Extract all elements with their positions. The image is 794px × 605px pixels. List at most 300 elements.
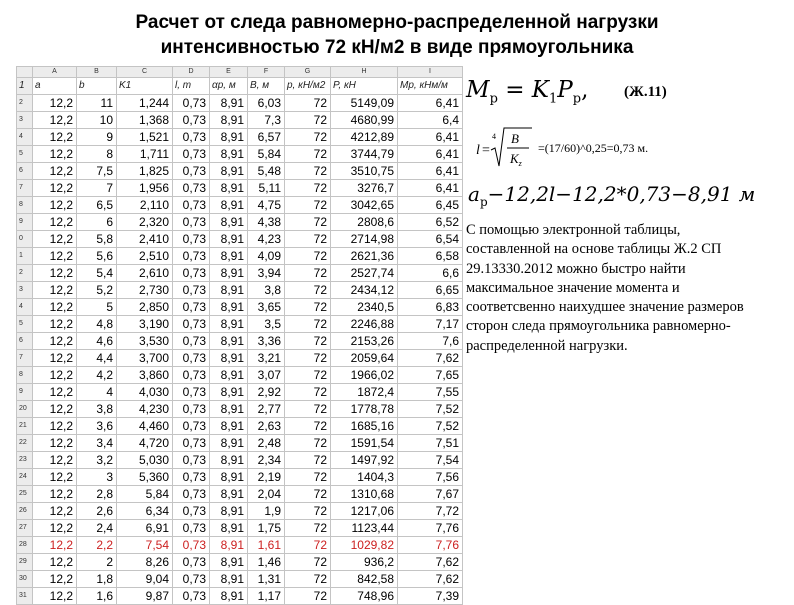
table-cell[interactable]: 0,73 [173,418,210,435]
table-cell[interactable]: 8,91 [210,435,248,452]
table-cell[interactable]: 72 [285,248,331,265]
table-cell[interactable]: 2,2 [77,537,117,554]
column-header[interactable]: P, кН [331,78,398,95]
table-cell[interactable]: 2,4 [77,520,117,537]
table-cell[interactable]: 10 [77,112,117,129]
table-cell[interactable]: 12,2 [33,180,77,197]
row-number[interactable]: 1 [17,248,33,265]
table-cell[interactable]: 5 [77,299,117,316]
table-cell[interactable]: 2,320 [117,214,173,231]
table-cell[interactable]: 6,91 [117,520,173,537]
table-cell[interactable]: 5,030 [117,452,173,469]
table-cell[interactable]: 72 [285,571,331,588]
table-cell[interactable]: 2434,12 [331,282,398,299]
table-cell[interactable]: 4 [77,384,117,401]
table-cell[interactable]: 12,2 [33,333,77,350]
table-cell[interactable]: 7,54 [398,452,463,469]
table-cell[interactable]: 0,73 [173,180,210,197]
table-cell[interactable]: 7,51 [398,435,463,452]
table-cell[interactable]: 2,8 [77,486,117,503]
table-cell[interactable]: 72 [285,180,331,197]
table-cell[interactable]: 0,73 [173,163,210,180]
table-cell[interactable]: 6,57 [248,129,285,146]
table-cell[interactable]: 7,6 [398,333,463,350]
table-cell[interactable]: 0,73 [173,537,210,554]
table-cell[interactable]: 4,230 [117,401,173,418]
table-cell[interactable]: 6,4 [398,112,463,129]
table-cell[interactable]: 8,91 [210,180,248,197]
table-cell[interactable]: 2153,26 [331,333,398,350]
table-cell[interactable]: 2,92 [248,384,285,401]
column-header[interactable]: B, м [248,78,285,95]
table-cell[interactable]: 7,52 [398,418,463,435]
table-cell[interactable]: 8,91 [210,350,248,367]
table-cell[interactable]: 3,4 [77,435,117,452]
table-cell[interactable]: 1,31 [248,571,285,588]
table-cell[interactable]: 0,73 [173,571,210,588]
table-cell[interactable]: 2,48 [248,435,285,452]
table-cell[interactable]: 6,65 [398,282,463,299]
table-cell[interactable]: 1,368 [117,112,173,129]
table-cell[interactable]: 4212,89 [331,129,398,146]
row-number[interactable]: 7 [17,350,33,367]
table-cell[interactable]: 4,2 [77,367,117,384]
table-cell[interactable]: 4,4 [77,350,117,367]
table-cell[interactable]: 4680,99 [331,112,398,129]
table-cell[interactable]: 12,2 [33,486,77,503]
table-cell[interactable]: 12,2 [33,129,77,146]
table-cell[interactable]: 1778,78 [331,401,398,418]
table-cell[interactable]: 3,5 [248,316,285,333]
table-cell[interactable]: 8,91 [210,367,248,384]
table-cell[interactable]: 2,730 [117,282,173,299]
table-cell[interactable]: 2,110 [117,197,173,214]
table-cell[interactable]: 4,75 [248,197,285,214]
table-cell[interactable]: 72 [285,112,331,129]
table-cell[interactable]: 2,850 [117,299,173,316]
table-cell[interactable]: 7,55 [398,384,463,401]
table-cell[interactable]: 1685,16 [331,418,398,435]
table-cell[interactable]: 1,9 [248,503,285,520]
table-cell[interactable]: 2,510 [117,248,173,265]
table-cell[interactable]: 5,84 [117,486,173,503]
table-cell[interactable]: 0,73 [173,248,210,265]
table-cell[interactable]: 72 [285,282,331,299]
table-cell[interactable]: 3 [77,469,117,486]
table-cell[interactable]: 8,91 [210,197,248,214]
table-cell[interactable]: 3,6 [77,418,117,435]
column-header[interactable]: l, m [173,78,210,95]
table-cell[interactable]: 4,460 [117,418,173,435]
table-cell[interactable]: 8,91 [210,214,248,231]
table-cell[interactable]: 0,73 [173,129,210,146]
corner-cell[interactable] [17,67,33,78]
table-cell[interactable]: 7,39 [398,588,463,605]
table-cell[interactable]: 0,73 [173,197,210,214]
table-cell[interactable]: 8 [77,146,117,163]
column-letter-header[interactable]: E [210,67,248,78]
table-cell[interactable]: 12,2 [33,588,77,605]
table-cell[interactable]: 4,6 [77,333,117,350]
table-cell[interactable]: 3,190 [117,316,173,333]
table-cell[interactable]: 3,07 [248,367,285,384]
table-cell[interactable]: 6 [77,214,117,231]
table-cell[interactable]: 936,2 [331,554,398,571]
table-cell[interactable]: 3,8 [248,282,285,299]
table-cell[interactable]: 3744,79 [331,146,398,163]
table-cell[interactable]: 12,2 [33,248,77,265]
table-cell[interactable]: 72 [285,554,331,571]
table-cell[interactable]: 72 [285,367,331,384]
table-cell[interactable]: 8,91 [210,163,248,180]
table-cell[interactable]: 12,2 [33,435,77,452]
table-cell[interactable]: 7,67 [398,486,463,503]
table-cell[interactable]: 12,2 [33,367,77,384]
table-cell[interactable]: 7,54 [117,537,173,554]
table-cell[interactable]: 0,73 [173,282,210,299]
table-cell[interactable]: 3,700 [117,350,173,367]
table-cell[interactable]: 1,825 [117,163,173,180]
column-letter-header[interactable]: F [248,67,285,78]
table-cell[interactable]: 72 [285,418,331,435]
table-cell[interactable]: 72 [285,486,331,503]
table-cell[interactable]: 2 [77,554,117,571]
table-cell[interactable]: 12,2 [33,95,77,112]
table-cell[interactable]: 8,91 [210,384,248,401]
table-cell[interactable]: 1029,82 [331,537,398,554]
table-cell[interactable]: 6,54 [398,231,463,248]
row-number[interactable]: 24 [17,469,33,486]
table-cell[interactable]: 1966,02 [331,367,398,384]
table-cell[interactable]: 3042,65 [331,197,398,214]
table-cell[interactable]: 4,8 [77,316,117,333]
table-cell[interactable]: 4,23 [248,231,285,248]
table-cell[interactable]: 0,73 [173,554,210,571]
table-cell[interactable]: 6,03 [248,95,285,112]
table-cell[interactable]: 9,04 [117,571,173,588]
table-cell[interactable]: 2,6 [77,503,117,520]
table-cell[interactable]: 11 [77,95,117,112]
table-cell[interactable]: 2,410 [117,231,173,248]
row-number[interactable]: 29 [17,554,33,571]
table-cell[interactable]: 72 [285,129,331,146]
table-cell[interactable]: 2,19 [248,469,285,486]
table-cell[interactable]: 9,87 [117,588,173,605]
row-number[interactable]: 5 [17,316,33,333]
table-cell[interactable]: 7 [77,180,117,197]
row-number[interactable]: 22 [17,435,33,452]
row-number[interactable]: 28 [17,537,33,554]
table-cell[interactable]: 72 [285,520,331,537]
table-cell[interactable]: 8,91 [210,452,248,469]
table-cell[interactable]: 6,5 [77,197,117,214]
table-cell[interactable]: 12,2 [33,163,77,180]
table-cell[interactable]: 12,2 [33,452,77,469]
table-cell[interactable]: 6,41 [398,95,463,112]
table-cell[interactable]: 72 [285,197,331,214]
table-cell[interactable]: 8,91 [210,588,248,605]
table-cell[interactable]: 7,62 [398,350,463,367]
row-number[interactable]: 8 [17,367,33,384]
table-cell[interactable]: 8,91 [210,418,248,435]
table-cell[interactable]: 8,91 [210,520,248,537]
table-cell[interactable]: 12,2 [33,197,77,214]
table-cell[interactable]: 12,2 [33,554,77,571]
table-cell[interactable]: 0,73 [173,486,210,503]
table-cell[interactable]: 4,38 [248,214,285,231]
table-cell[interactable]: 72 [285,316,331,333]
table-cell[interactable]: 0,73 [173,146,210,163]
table-cell[interactable]: 6,41 [398,163,463,180]
table-cell[interactable]: 0,73 [173,265,210,282]
table-cell[interactable]: 72 [285,537,331,554]
table-cell[interactable]: 5149,09 [331,95,398,112]
table-cell[interactable]: 4,720 [117,435,173,452]
table-cell[interactable]: 3,36 [248,333,285,350]
column-letter-header[interactable]: A [33,67,77,78]
table-cell[interactable]: 7,76 [398,537,463,554]
table-cell[interactable]: 5,11 [248,180,285,197]
table-cell[interactable]: 12,2 [33,112,77,129]
table-cell[interactable]: 5,2 [77,282,117,299]
table-cell[interactable]: 3510,75 [331,163,398,180]
column-header[interactable]: a [33,78,77,95]
table-cell[interactable]: 72 [285,95,331,112]
table-cell[interactable]: 7,76 [398,520,463,537]
table-cell[interactable]: 0,73 [173,503,210,520]
table-cell[interactable]: 1497,92 [331,452,398,469]
table-cell[interactable]: 72 [285,350,331,367]
table-cell[interactable]: 1,61 [248,537,285,554]
table-cell[interactable]: 5,48 [248,163,285,180]
table-cell[interactable]: 2246,88 [331,316,398,333]
row-number[interactable]: 20 [17,401,33,418]
table-cell[interactable]: 2,77 [248,401,285,418]
table-cell[interactable]: 8,91 [210,537,248,554]
table-cell[interactable]: 0,73 [173,435,210,452]
row-number[interactable]: 3 [17,282,33,299]
row-number[interactable]: 6 [17,163,33,180]
table-cell[interactable]: 8,91 [210,503,248,520]
table-cell[interactable]: 4,09 [248,248,285,265]
column-letter-header[interactable]: H [331,67,398,78]
table-cell[interactable]: 12,2 [33,299,77,316]
table-cell[interactable]: 4,030 [117,384,173,401]
table-cell[interactable]: 72 [285,401,331,418]
column-header[interactable]: b [77,78,117,95]
table-cell[interactable]: 0,73 [173,112,210,129]
table-cell[interactable]: 6,41 [398,146,463,163]
table-cell[interactable]: 8,91 [210,129,248,146]
table-cell[interactable]: 1123,44 [331,520,398,537]
row-number[interactable]: 8 [17,197,33,214]
column-header[interactable]: K1 [117,78,173,95]
row-number[interactable]: 30 [17,571,33,588]
row-number[interactable]: 31 [17,588,33,605]
table-cell[interactable]: 2621,36 [331,248,398,265]
table-cell[interactable]: 8,91 [210,112,248,129]
table-cell[interactable]: 1310,68 [331,486,398,503]
row-number[interactable]: 23 [17,452,33,469]
table-cell[interactable]: 8,91 [210,299,248,316]
table-cell[interactable]: 7,56 [398,469,463,486]
table-cell[interactable]: 5,8 [77,231,117,248]
table-cell[interactable]: 2340,5 [331,299,398,316]
column-header[interactable]: p, кН/м2 [285,78,331,95]
table-cell[interactable]: 72 [285,452,331,469]
table-cell[interactable]: 72 [285,231,331,248]
table-cell[interactable]: 6,6 [398,265,463,282]
table-cell[interactable]: 12,2 [33,418,77,435]
table-cell[interactable]: 8,91 [210,95,248,112]
table-cell[interactable]: 1,75 [248,520,285,537]
table-cell[interactable]: 0,73 [173,588,210,605]
table-cell[interactable]: 2527,74 [331,265,398,282]
table-cell[interactable]: 6,45 [398,197,463,214]
table-cell[interactable]: 8,91 [210,231,248,248]
table-cell[interactable]: 8,91 [210,554,248,571]
table-cell[interactable]: 12,2 [33,282,77,299]
table-cell[interactable]: 72 [285,503,331,520]
table-cell[interactable]: 8,91 [210,571,248,588]
table-cell[interactable]: 8,91 [210,316,248,333]
table-cell[interactable]: 72 [285,588,331,605]
table-cell[interactable]: 72 [285,146,331,163]
table-cell[interactable]: 12,2 [33,265,77,282]
table-cell[interactable]: 5,4 [77,265,117,282]
table-cell[interactable]: 0,73 [173,367,210,384]
table-cell[interactable]: 1,6 [77,588,117,605]
table-cell[interactable]: 72 [285,163,331,180]
table-cell[interactable]: 8,91 [210,265,248,282]
row-number[interactable]: 7 [17,180,33,197]
row-number[interactable]: 4 [17,299,33,316]
row-number[interactable]: 26 [17,503,33,520]
row-number[interactable]: 0 [17,231,33,248]
table-cell[interactable]: 3,21 [248,350,285,367]
table-cell[interactable]: 72 [285,333,331,350]
table-cell[interactable]: 1,521 [117,129,173,146]
table-cell[interactable]: 1217,06 [331,503,398,520]
column-header[interactable]: Mp, кНм/м [398,78,463,95]
table-cell[interactable]: 2,610 [117,265,173,282]
row-number[interactable]: 21 [17,418,33,435]
table-cell[interactable]: 3,94 [248,265,285,282]
table-cell[interactable]: 9 [77,129,117,146]
table-cell[interactable]: 12,2 [33,384,77,401]
table-cell[interactable]: 0,73 [173,350,210,367]
table-cell[interactable]: 3,2 [77,452,117,469]
row-number[interactable]: 9 [17,214,33,231]
table-cell[interactable]: 12,2 [33,571,77,588]
table-cell[interactable]: 8,91 [210,401,248,418]
table-cell[interactable]: 3,530 [117,333,173,350]
table-cell[interactable]: 1,956 [117,180,173,197]
row-number[interactable]: 2 [17,265,33,282]
table-cell[interactable]: 72 [285,384,331,401]
table-cell[interactable]: 0,73 [173,95,210,112]
table-cell[interactable]: 5,6 [77,248,117,265]
row-number[interactable]: 1 [17,78,33,95]
table-cell[interactable]: 6,41 [398,180,463,197]
table-cell[interactable]: 7,62 [398,554,463,571]
row-number[interactable]: 3 [17,112,33,129]
table-cell[interactable]: 3,65 [248,299,285,316]
table-cell[interactable]: 2714,98 [331,231,398,248]
table-cell[interactable]: 1404,3 [331,469,398,486]
table-cell[interactable]: 12,2 [33,401,77,418]
table-cell[interactable]: 748,96 [331,588,398,605]
column-letter-header[interactable]: D [173,67,210,78]
table-cell[interactable]: 7,3 [248,112,285,129]
table-cell[interactable]: 0,73 [173,231,210,248]
column-letter-header[interactable]: B [77,67,117,78]
table-cell[interactable]: 0,73 [173,299,210,316]
table-cell[interactable]: 12,2 [33,231,77,248]
table-cell[interactable]: 1,17 [248,588,285,605]
table-cell[interactable]: 6,83 [398,299,463,316]
column-letter-header[interactable]: C [117,67,173,78]
table-cell[interactable]: 6,34 [117,503,173,520]
table-cell[interactable]: 2,34 [248,452,285,469]
table-cell[interactable]: 6,52 [398,214,463,231]
table-cell[interactable]: 72 [285,435,331,452]
table-cell[interactable]: 0,73 [173,401,210,418]
table-cell[interactable]: 7,5 [77,163,117,180]
row-number[interactable]: 4 [17,129,33,146]
table-cell[interactable]: 12,2 [33,469,77,486]
column-header[interactable]: αp, м [210,78,248,95]
row-number[interactable]: 6 [17,333,33,350]
table-cell[interactable]: 2,63 [248,418,285,435]
table-cell[interactable]: 2808,6 [331,214,398,231]
table-cell[interactable]: 1591,54 [331,435,398,452]
table-cell[interactable]: 1,46 [248,554,285,571]
table-cell[interactable]: 2,04 [248,486,285,503]
table-cell[interactable]: 8,91 [210,333,248,350]
row-number[interactable]: 5 [17,146,33,163]
row-number[interactable]: 27 [17,520,33,537]
table-cell[interactable]: 6,41 [398,129,463,146]
table-cell[interactable]: 12,2 [33,146,77,163]
table-cell[interactable]: 0,73 [173,469,210,486]
table-cell[interactable]: 7,65 [398,367,463,384]
row-number[interactable]: 2 [17,95,33,112]
table-cell[interactable]: 12,2 [33,350,77,367]
table-cell[interactable]: 7,17 [398,316,463,333]
table-cell[interactable]: 1,244 [117,95,173,112]
table-cell[interactable]: 0,73 [173,520,210,537]
table-cell[interactable]: 7,72 [398,503,463,520]
table-cell[interactable]: 7,62 [398,571,463,588]
table-cell[interactable]: 12,2 [33,214,77,231]
table-cell[interactable]: 0,73 [173,214,210,231]
table-cell[interactable]: 8,91 [210,486,248,503]
table-cell[interactable]: 12,2 [33,537,77,554]
table-cell[interactable]: 12,2 [33,316,77,333]
table-cell[interactable]: 6,58 [398,248,463,265]
table-cell[interactable]: 2059,64 [331,350,398,367]
table-cell[interactable]: 7,52 [398,401,463,418]
table-cell[interactable]: 8,91 [210,146,248,163]
table-cell[interactable]: 72 [285,214,331,231]
table-cell[interactable]: 3276,7 [331,180,398,197]
table-cell[interactable]: 8,91 [210,469,248,486]
table-cell[interactable]: 1,711 [117,146,173,163]
table-cell[interactable]: 0,73 [173,316,210,333]
table-cell[interactable]: 8,26 [117,554,173,571]
table-cell[interactable]: 12,2 [33,520,77,537]
